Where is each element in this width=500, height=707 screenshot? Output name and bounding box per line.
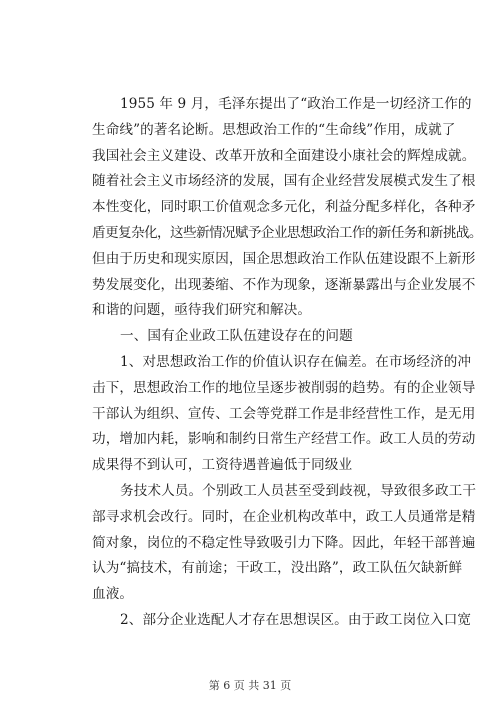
section-heading: 一、国有企业政工队伍建设存在的问题: [120, 328, 353, 345]
paragraph-line: 和谐的问题，亟待我们研究和解决。: [92, 302, 312, 319]
paragraph-line: 1955 年 9 月，毛泽东提出了“政治工作是一切经济工作的: [120, 96, 472, 112]
paragraph-line: 部寻求机会改行。同时，在企业机构改革中，政工人员通常是精: [92, 508, 476, 525]
paragraph-line: 务技术人员。个别政工人员甚至受到歧视，导致很多政工干: [120, 482, 477, 499]
page-footer: 第 6 页 共 31 页: [208, 679, 292, 692]
paragraph-line: 干部认为组织、宣传、工会等党群工作是非经营性工作，是无用: [92, 405, 476, 422]
paragraph-line: 2、部分企业选配人才存在思想误区。由于政工岗位入口宽: [120, 611, 472, 628]
paragraph-line: 势发展变化，出现萎缩、不作为现象，逐渐暴露出与企业发展不: [92, 276, 476, 293]
document-body: [92, 92, 482, 634]
paragraph-line: 击下，思想政治工作的地位呈逐步被削弱的趋势。有的企业领导: [92, 379, 476, 396]
paragraph-line: 1、对思想政治工作的价值认识存在偏差。在市场经济的冲: [120, 353, 472, 370]
paragraph-line: 盾更复杂化，这些新情况赋予企业思想政治工作的新任务和新挑战。: [92, 224, 482, 241]
paragraph-line: 成果得不到认可，工资待遇普遍低于同级业: [92, 457, 353, 474]
paragraph-line: 我国社会主义建设、改革开放和全面建设小康社会的辉煌成就。: [92, 147, 476, 164]
paragraph-line: 生命线”的著名论断。思想政治工作的“生命线”作用，成就了: [92, 121, 456, 138]
paragraph-line: 简对象，岗位的不稳定性导致吸引力下降。因此，年轻干部普遍: [92, 534, 476, 551]
paragraph-line: 功，增加内耗，影响和制约日常生产经营工作。政工人员的劳动: [92, 431, 476, 448]
paragraph-line: 但由于历史和现实原因，国企思想政治工作队伍建设跟不上新形: [92, 250, 476, 267]
paragraph-line: 认为“搞技术，有前途；干政工，没出路”，政工队伍欠缺新鲜: [92, 560, 463, 577]
paragraph-line: 本性变化，同时职工价值观念多元化，利益分配多样化，各种矛: [92, 199, 476, 216]
paragraph-line: 血液。: [92, 586, 134, 603]
paragraph-line: 随着社会主义市场经济的发展，国有企业经营发展模式发生了根: [92, 173, 476, 190]
